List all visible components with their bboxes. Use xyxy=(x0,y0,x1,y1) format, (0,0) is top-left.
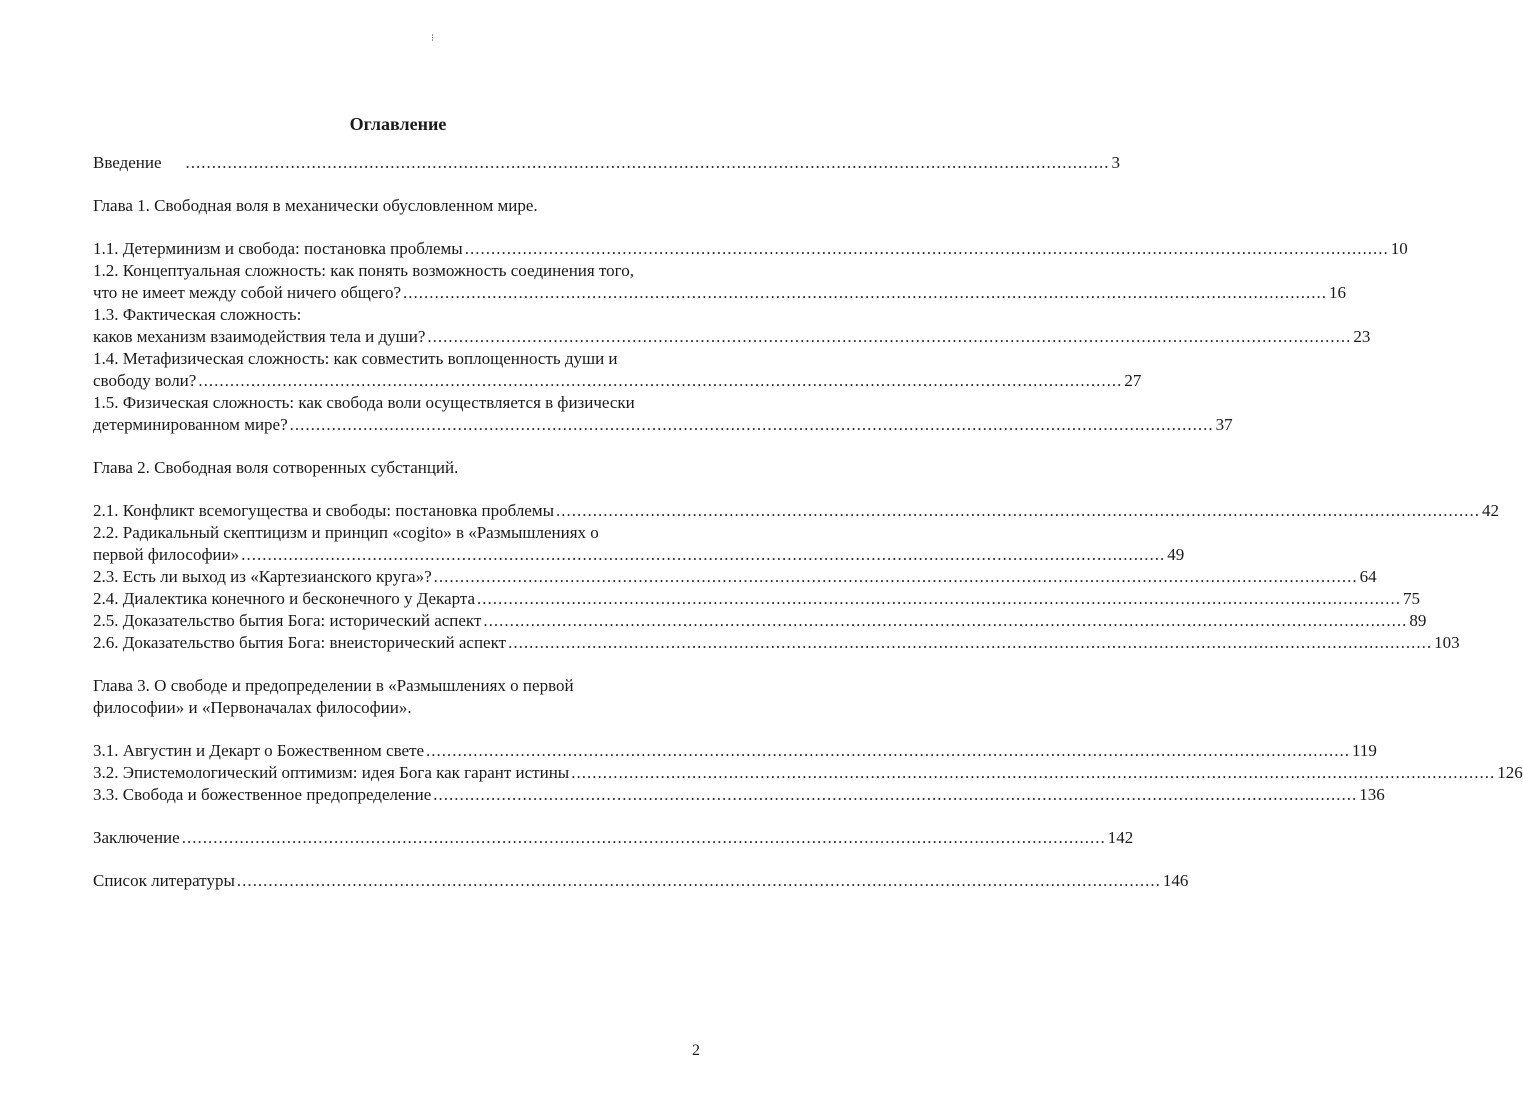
toc-entry-page: 23 xyxy=(1353,327,1371,346)
toc-entry-2-1[interactable] xyxy=(93,500,1500,522)
toc-entry-page: 64 xyxy=(1359,567,1377,586)
toc-entry-page: 3 xyxy=(1111,153,1121,172)
toc-entry-page: 146 xyxy=(1162,871,1189,890)
toc-entry-1-5[interactable] xyxy=(93,414,1233,436)
toc-entry-intro[interactable] xyxy=(93,152,1121,174)
dot-leader: ................................................................................................................................................................................ xyxy=(556,501,1481,520)
toc-entry-3-3[interactable] xyxy=(93,784,1385,806)
toc-entry-title: свободу воли? xyxy=(93,371,197,390)
page-number: 2 xyxy=(692,1042,700,1059)
dot-leader: ................................................................................................................................................................................ xyxy=(508,633,1433,652)
dot-leader: ................................................................................................................................................................................ xyxy=(477,589,1402,608)
toc-entry-page: 75 xyxy=(1403,589,1421,608)
dot-leader: ................................................................................................................................................................................ xyxy=(236,871,1161,890)
toc-entry-title: Введение xyxy=(93,153,162,172)
toc-entry-title: что не имеет между собой ничего общего? xyxy=(93,283,401,302)
dot-leader: ................................................................................................................................................................................ xyxy=(427,327,1352,346)
toc-entry-page: 142 xyxy=(1107,828,1134,847)
toc-entry-title: 1.1. Детерминизм и свобода: постановка проблемы xyxy=(93,239,463,258)
toc-entry-1-5-line1[interactable]: 1.5. Физическая сложность: как свобода воли осуществляется в физически xyxy=(93,393,635,412)
toc-entry-1-3-line1[interactable]: 1.3. Фактическая сложность: xyxy=(93,305,302,324)
dot-leader: ................................................................................................................................................................................ xyxy=(571,763,1496,782)
toc-entry-title: детерминированном мире? xyxy=(93,415,288,434)
dot-leader: ................................................................................................................................................................................ xyxy=(185,153,1110,172)
toc-entry-2-5[interactable] xyxy=(93,610,1427,632)
toc-entry-3-2[interactable] xyxy=(93,762,1523,784)
toc-entry-2-6[interactable] xyxy=(93,632,1460,654)
toc-entry-title: Заключение xyxy=(93,828,180,847)
toc-entry-1-4[interactable] xyxy=(93,370,1142,392)
dot-leader: ................................................................................................................................................................................ xyxy=(402,283,1327,302)
toc-entry-2-2-line1[interactable]: 2.2. Радикальный скептицизм и принцип «cogito» в «Размышлениях о xyxy=(93,523,599,542)
toc-entry-page: 37 xyxy=(1215,415,1233,434)
toc-entry-page: 10 xyxy=(1390,239,1408,258)
page-title: Оглавление xyxy=(349,114,447,134)
toc-entry-page: 136 xyxy=(1359,785,1385,804)
toc-entry-2-2[interactable] xyxy=(93,544,1185,566)
toc-entry-page: 16 xyxy=(1328,283,1346,302)
dot-leader: ................................................................................................................................................................................ xyxy=(426,741,1351,760)
toc-entry-page: 89 xyxy=(1409,611,1427,630)
dot-leader: ................................................................................................................................................................................ xyxy=(241,545,1166,564)
toc-entry-1-2[interactable] xyxy=(93,282,1346,304)
toc-entry-title: 3.1. Августин и Декарт о Божественном свете xyxy=(93,741,425,760)
toc-entry-title: Список литературы xyxy=(93,871,235,890)
toc-entry-page: 126 xyxy=(1497,763,1523,782)
chapter-3-heading-line2: философии» и «Первоначалах философии». xyxy=(93,698,412,717)
dot-leader: ................................................................................................................................................................................ xyxy=(181,828,1106,847)
dot-leader: ................................................................................................................................................................................ xyxy=(464,239,1389,258)
toc-entry-title: 2.5. Доказательство бытия Бога: исторический аспект xyxy=(93,611,482,630)
toc-entry-title: 2.3. Есть ли выход из «Картезианского круга»? xyxy=(93,567,432,586)
chapter-2-heading: Глава 2. Свободная воля сотворенных субстанций. xyxy=(93,458,459,477)
dot-leader: ................................................................................................................................................................................ xyxy=(289,415,1214,434)
toc-entry-3-1[interactable] xyxy=(93,740,1377,762)
chapter-1-heading: Глава 1. Свободная воля в механически обусловленном мире. xyxy=(93,196,538,215)
toc-entry-page: 42 xyxy=(1482,501,1500,520)
toc-entry-title: 2.4. Диалектика конечного и бесконечного у Декарта xyxy=(93,589,476,608)
toc-entry-1-1[interactable] xyxy=(93,238,1408,260)
toc-entry-title: 3.2. Эпистемологический оптимизм: идея Бога как гарант истины xyxy=(93,763,570,782)
toc-entry-title: 3.3. Свобода и божественное предопределение xyxy=(93,785,432,804)
toc-entry-title: каков механизм взаимодействия тела и души? xyxy=(93,327,426,346)
dot-leader: ................................................................................................................................................................................ xyxy=(483,611,1408,630)
toc-entry-title: 2.1. Конфликт всемогущества и свободы: постановка проблемы xyxy=(93,501,555,520)
toc-entry-title: 2.6. Доказательство бытия Бога: внеисторический аспект xyxy=(93,633,507,652)
dot-leader: ................................................................................................................................................................................ xyxy=(198,371,1123,390)
dot-leader: ................................................................................................................................................................................ xyxy=(433,785,1358,804)
toc-entry-conclusion[interactable] xyxy=(93,827,1134,849)
scan-mark: ⁝ xyxy=(431,33,435,44)
chapter-3-heading-line1: Глава 3. О свободе и предопределении в «Размышлениях о первой xyxy=(93,676,574,695)
toc-entry-page: 119 xyxy=(1352,741,1377,760)
toc-entry-1-3[interactable] xyxy=(93,326,1371,348)
toc-entry-1-2-line1[interactable]: 1.2. Концептуальная сложность: как понять возможность соединения того, xyxy=(93,261,634,280)
toc-entry-bibliography[interactable] xyxy=(93,870,1189,892)
table-of-contents xyxy=(93,152,1523,892)
toc-entry-page: 27 xyxy=(1124,371,1142,390)
toc-entry-1-4-line1[interactable]: 1.4. Метафизическая сложность: как совместить воплощенность души и xyxy=(93,349,618,368)
dot-leader: ................................................................................................................................................................................ xyxy=(433,567,1358,586)
toc-entry-title: первой философии» xyxy=(93,545,240,564)
toc-entry-2-4[interactable] xyxy=(93,588,1421,610)
toc-entry-page: 49 xyxy=(1167,545,1185,564)
toc-entry-2-3[interactable] xyxy=(93,566,1377,588)
toc-entry-page: 103 xyxy=(1434,633,1460,652)
